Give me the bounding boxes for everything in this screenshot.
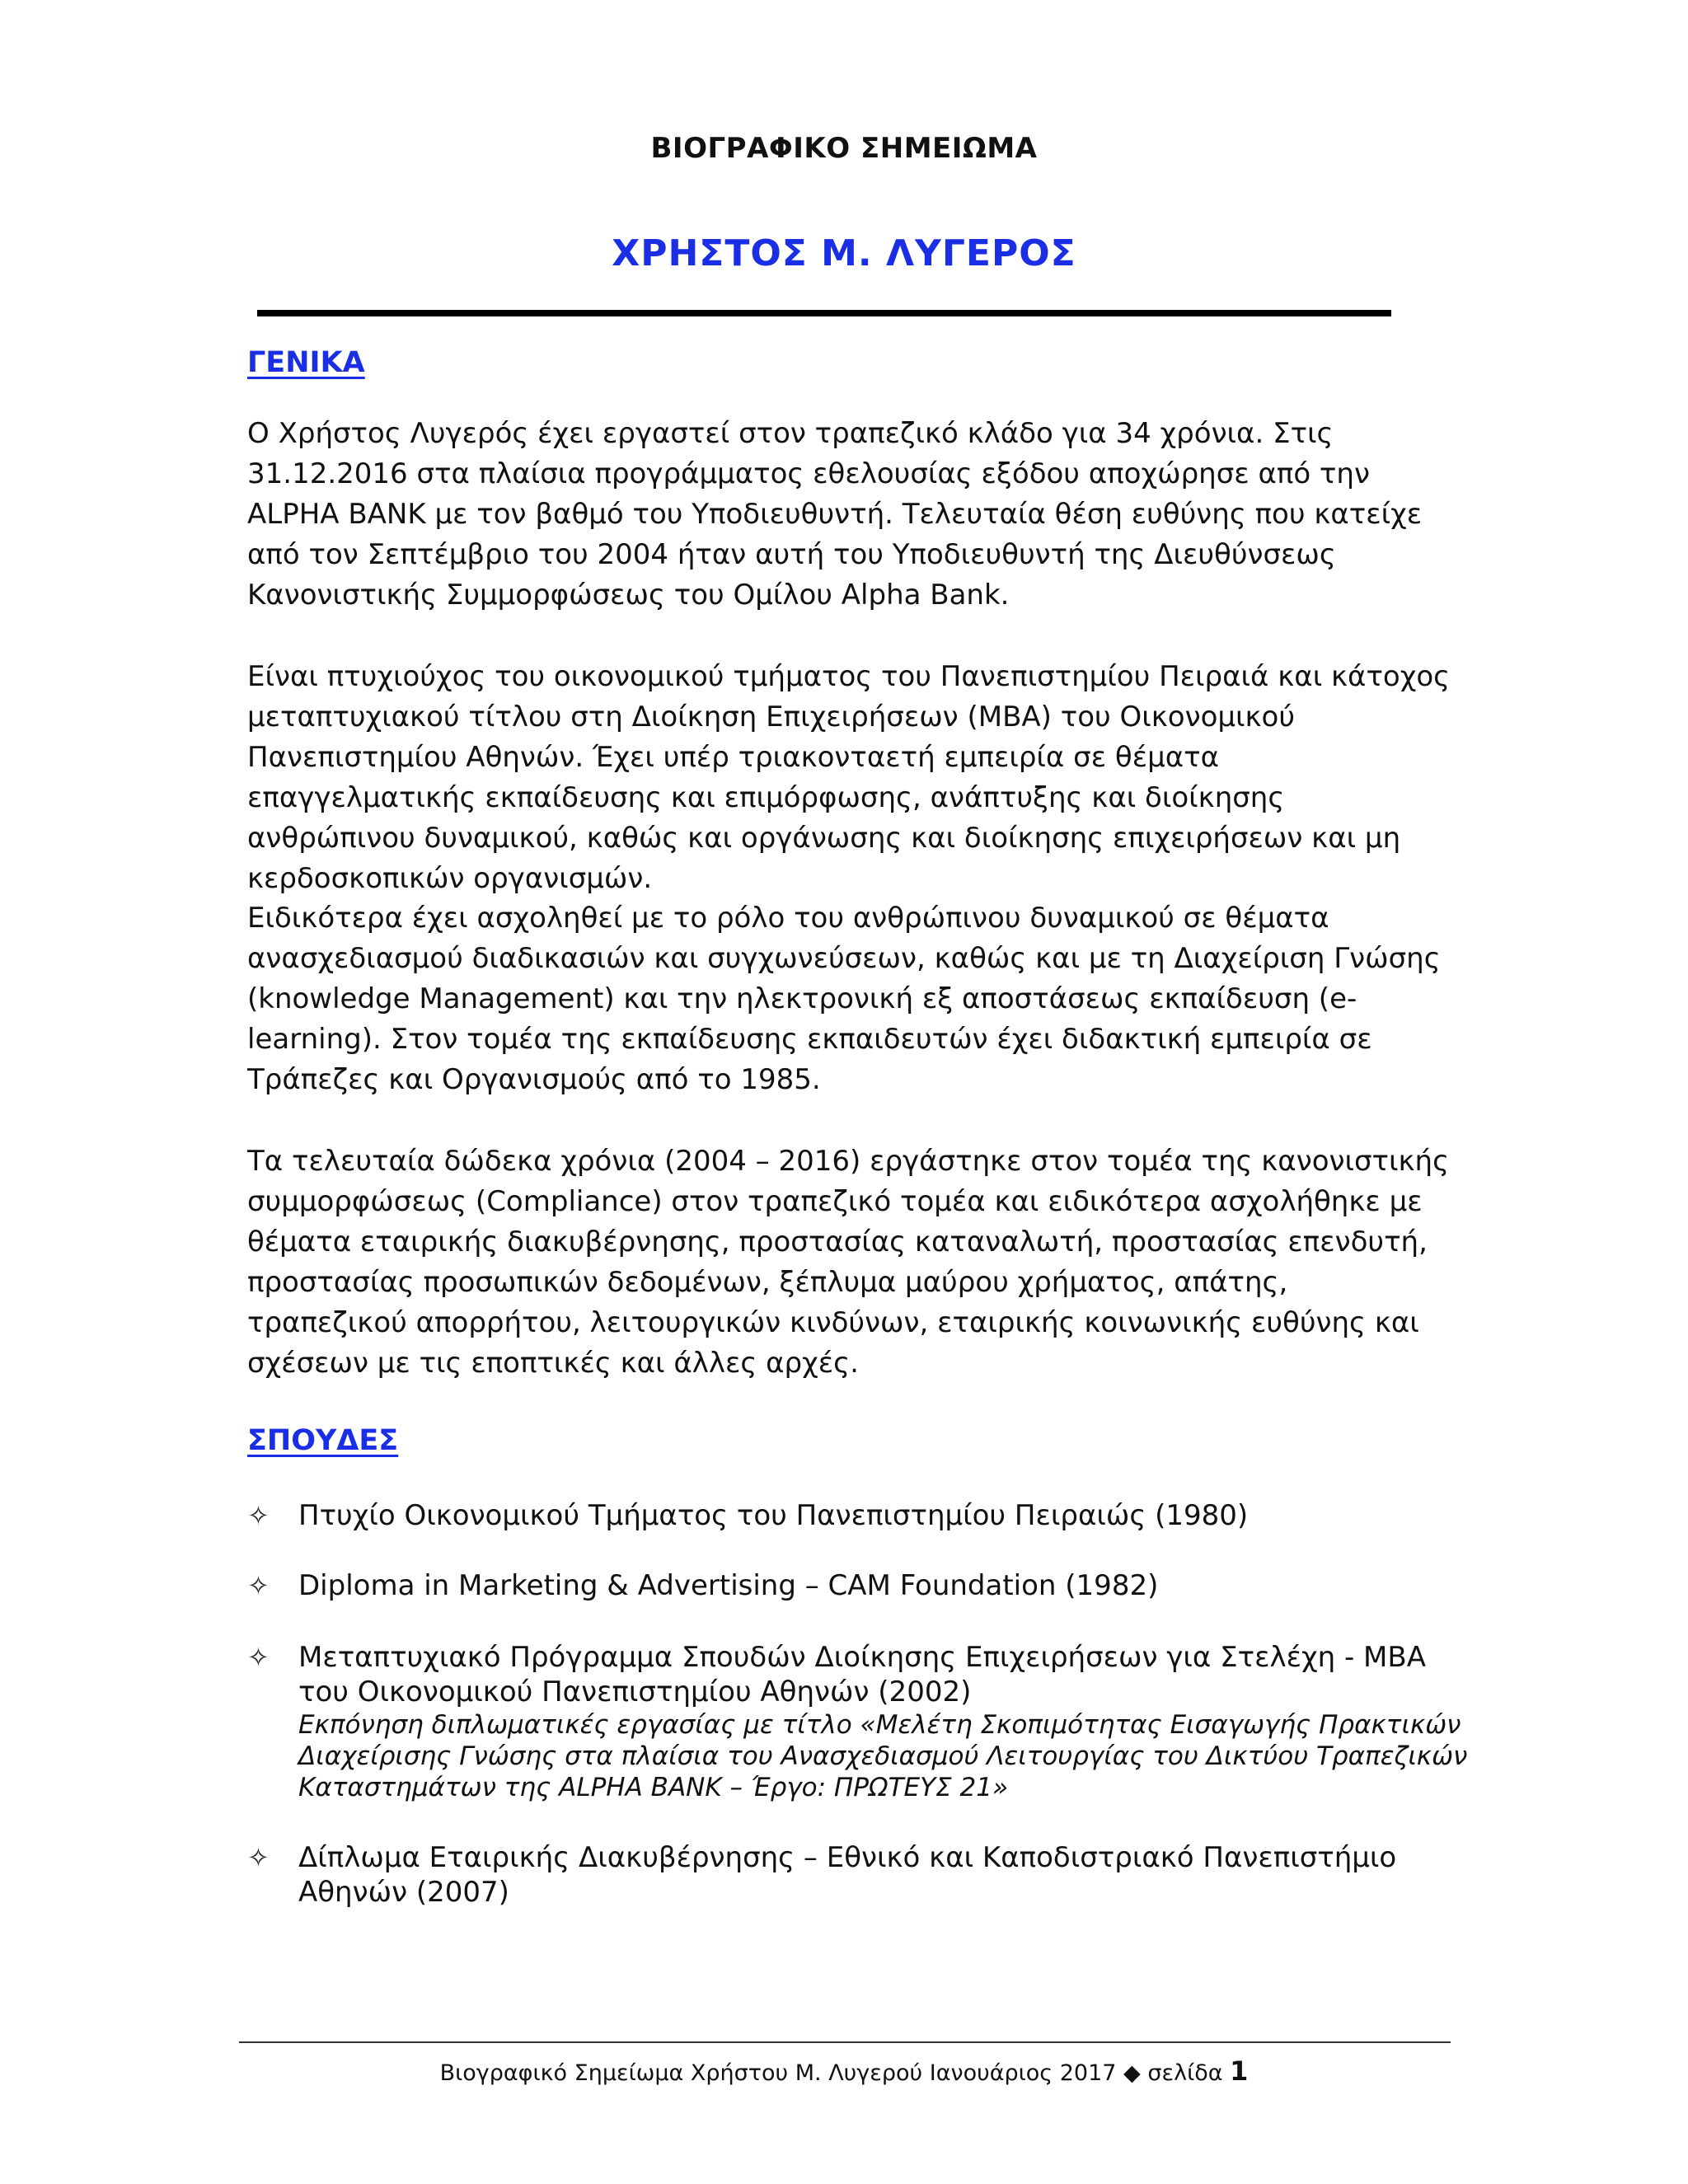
diamond-separator-icon: ◆ (1123, 2060, 1141, 2086)
star-bullet-icon: ✧ (247, 1570, 270, 1601)
title-divider (257, 310, 1391, 316)
footer-divider (239, 2041, 1451, 2043)
paragraph-general-2: Είναι πτυχιούχος του οικονομικού τμήματος του Πανεπιστημίου Πειραιά και κάτοχος μεταπτυχιακού τίτλου στη Διοίκηση Επιχειρήσεων (ΜΒΑ) του Οικονομικού Πανεπιστημίου Αθηνών. Έχει υπέρ τριακονταετή εμπειρία σε θέματα επαγγελματικής εκπαίδευσης και επιμόρφωσης, ανάπτυξης και διοίκησης ανθρώπινου δυναμικού, καθώς και οργάνωσης και διοίκησης επιχειρήσεων και μη κερδοσκοπικών οργανισμών. (247, 660, 1451, 895)
footer-text: Βιογραφικό Σημείωμα Χρήστου Μ. Λυγερού Ιανουάριος 2017 (439, 2060, 1117, 2086)
paragraph-general-1: Ο Χρήστος Λυγερός έχει εργαστεί στον τραπεζικό κλάδο για 34 χρόνια. Στις 31.12.2016 στα πλαίσια προγράμματος εθελουσίας εξόδου αποχώρησε από την ALPHA BANK με τον βαθμό του Υποδιευθυντή. Τελευταία θέση ευθύνης που κατείχε από τον Σεπτέμβριο του 2004 ήταν αυτή του Υποδιευθυντή της Διευθύνσεως Κανονιστικής Συμμορφώσεως του Ομίλου Alpha Bank. (247, 417, 1423, 612)
study-thesis-note: Εκπόνηση διπλωματικές εργασίας με τίτλο «Μελέτη Σκοπιμότητας Εισαγωγής Πρακτικών Διαχείρισης Γνώσης στα πλαίσια του Ανασχεδιασμού Λειτουργίας του Δικτύου Τραπεζικών Καταστημάτων της ALPHA BANK – Έργο: ΠΡΩΤΕΥΣ 21» (298, 1710, 1468, 1802)
page-footer (0, 2055, 1688, 2087)
footer-page-label: σελίδα (1147, 2060, 1223, 2086)
study-text-block (298, 1640, 1469, 1803)
study-text: Μεταπτυχιακό Πρόγραμμα Σπουδών Διοίκησης Επιχειρήσεων για Στελέχη - ΜΒΑ του Οικονομικού Πανεπιστημίου Αθηνών (2002) (298, 1641, 1426, 1708)
paragraph-general-4: Τα τελευταία δώδεκα χρόνια (2004 – 2016) εργάστηκε στον τομέα της κανονιστικής συμμορφώσεως (Compliance) στον τραπεζικό τομέα και ειδικότερα ασχολήθηκε με θέματα εταιρικής διακυβέρνησης, προστασίας καταναλωτή, προστασίας επενδυτή, προστασίας προσωπικών δεδομένων, ξέπλυμα μαύρου χρήματος, απάτης, τραπεζικού απορρήτου, λειτουργικών κινδύνων, εταιρικής κοινωνικής ευθύνης και σχέσεων με τις εποπτικές και άλλες αρχές. (247, 1145, 1450, 1380)
page-number: 1 (1230, 2055, 1249, 2087)
paragraph-general-3: Ειδικότερα έχει ασχοληθεί με το ρόλο του ανθρώπινου δυναμικού σε θέματα ανασχεδιασμού διαδικασιών και συγχωνεύσεων, καθώς και με τη Διαχείριση Γνώσης (knowledge Management) και την ηλεκτρονική εξ αποστάσεως εκπαίδευση (e-learning). Στον τομέα της εκπαίδευσης εκπαιδευτών έχει διδακτική εμπειρία σε Τράπεζες και Οργανισμούς από το 1985. (247, 902, 1441, 1096)
study-text: Πτυχίο Οικονομικού Τμήματος του Πανεπιστημίου Πειραιώς (1980) (298, 1499, 1249, 1532)
star-bullet-icon: ✧ (247, 1500, 270, 1531)
star-bullet-icon: ✧ (247, 1642, 270, 1673)
star-bullet-icon: ✧ (247, 1842, 270, 1873)
document-type-title: ΒΙΟΓΡΑΦΙΚΟ ΣΗΜΕΙΩΜΑ (650, 132, 1038, 165)
study-text: Diploma in Marketing & Advertising – CAM Foundation (1982) (298, 1569, 1159, 1602)
section-heading-general: ΓΕΝΙΚΑ (247, 346, 365, 379)
study-text: Δίπλωμα Εταιρικής Διακυβέρνησης – Εθνικό και Καποδιστριακό Πανεπιστήμιο Αθηνών (2007) (298, 1841, 1397, 1909)
person-name-title: ΧΡΗΣΤΟΣ Μ. ΛΥΓΕΡΟΣ (612, 232, 1076, 274)
section-heading-studies: ΣΠΟΥΔΕΣ (247, 1424, 399, 1457)
